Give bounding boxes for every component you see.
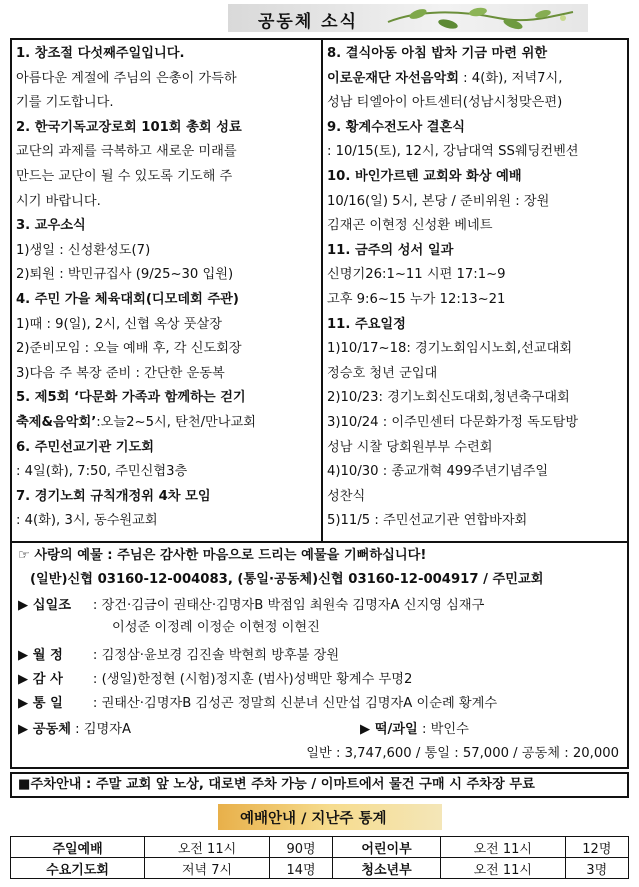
news-left-line: 아름다운 계절에 주님의 은총이 가득하 (16, 70, 237, 86)
pointing-hand-icon: ☞ (18, 548, 30, 563)
news-right-line: 10/16(일) 5시, 본당 / 준비위원 : 장원 (327, 193, 550, 209)
table-cell: 저녁 7시 (145, 858, 270, 879)
news-right-line: 성남 티엘아이 아트센터(성남시청맞은편) (327, 95, 563, 111)
news-left-line: 만드는 교단이 될 수 있도록 기도해 주 (16, 169, 233, 184)
news-right-line: 11. 금주의 성서 일과 (327, 242, 454, 258)
news-right-column (323, 40, 627, 541)
table-row (11, 837, 629, 858)
table-row (11, 858, 629, 879)
header-banner (228, 4, 588, 32)
news-right-line: 3)10/24 : 이주민센터 다문화가정 독도탐방 (327, 415, 579, 430)
parking-notice: ■주차안내 : 주말 교회 앞 노상, 대로변 주차 가능 / 이마트에서 물건 구매 시 주차장 무료 (10, 772, 629, 798)
news-right-line: 성남 시찰 당회원부부 수련회 (327, 439, 493, 455)
offering-row: ▶ 십일조 : 장건·김금이 권태산·김명자B 박점임 최원숙 김명자A 신지영 심재구 (18, 598, 485, 613)
offering-intro: ☞ 사랑의 예물 : 주님은 감사한 마음으로 드리는 예물을 기뻐하십니다! (18, 548, 427, 563)
triangle-bullet-icon: ▶ (18, 722, 33, 737)
news-left-line: 1)때 : 9(일), 2시, 신협 옥상 풋살장 (16, 316, 222, 332)
news-right-line: 5)11/5 : 주민선교기관 연합바자회 (327, 513, 528, 529)
table-cell: 오전 11시 (145, 837, 270, 858)
triangle-bullet-icon: ▶ (18, 696, 33, 711)
table-cell: 주일예배 (11, 837, 145, 858)
news-left-line: 2. 한국기독교장로회 101회 총회 성료 (16, 119, 242, 135)
news-right-line: : 10/15(토), 12시, 강남대역 SS웨딩컨벤션 (327, 144, 579, 160)
news-box (10, 38, 629, 543)
news-left-line: 6. 주민선교기관 기도회 (16, 439, 155, 455)
news-left-line: 5. 제5회 ‘다문화 가족과 함께하는 걷기 (16, 390, 246, 406)
news-right-line: 김재곤 이현정 신성환 베네트 (327, 218, 493, 234)
news-left-line: 축제&음악회’:오늘2~5시, 탄천/만나교회 (16, 415, 256, 430)
news-right-line: 9. 황계수전도사 결혼식 (327, 119, 466, 135)
news-right-line: 11. 주요일정 (327, 316, 406, 332)
news-right-line: 고후 9:6~15 누가 12:13~21 (327, 292, 506, 307)
news-right-line: 정승호 청년 군입대 (327, 365, 438, 381)
news-right-line: 1)10/17~18: 경기노회임시노회,선교대회 (327, 341, 573, 357)
news-left-line: 2)준비모임 : 오늘 예배 후, 각 신도회장 (16, 341, 242, 357)
table-cell: 90명 (269, 837, 332, 858)
triangle-bullet-icon: ▶ (360, 722, 375, 737)
triangle-bullet-icon: ▶ (18, 598, 33, 613)
table-cell: 수요기도회 (11, 858, 145, 879)
news-left-line: 2)퇴원 : 박민규집사 (9/25~30 입원) (16, 267, 234, 283)
worship-table (10, 836, 629, 879)
community-offering: ▶ 공동체 : 김명자A (18, 722, 132, 737)
table-cell: 오전 11시 (440, 837, 565, 858)
news-right-line: 이로운재단 자선음악회 : 4(화), 저녁7시, (327, 70, 563, 86)
news-right-line: 4)10/30 : 종교개혁 499주년기념주일 (327, 464, 549, 480)
news-left-line: 4. 주민 가을 체육대회(디모데회 주관) (16, 292, 239, 307)
table-cell: 14명 (269, 858, 332, 879)
triangle-bullet-icon: ▶ (18, 648, 33, 663)
news-left-line: 1)생일 : 신성환성도(7) (16, 242, 151, 258)
offering-totals: 일반 : 3,747,600 / 통일 : 57,000 / 공동체 : 20,000 (306, 746, 619, 761)
news-left-column (12, 40, 323, 541)
offering-row: ▶ 월 정 : 김정삼·윤보경 김진솔 박현희 방후불 장원 (18, 648, 340, 663)
offering-accounts: (일반)신협 03160-12-004083, (통일·공동체)신협 03160-12-004917 / 주민교회 (30, 572, 544, 587)
worship-banner (218, 804, 442, 830)
triangle-bullet-icon: ▶ (18, 672, 33, 687)
offering-row: 이성준 이정례 이정순 이현정 이현진 (112, 620, 320, 635)
news-left-line: 7. 경기노회 규칙개정위 4차 모임 (16, 488, 211, 504)
news-right-line: 성찬식 (327, 488, 366, 504)
news-left-line: 3)다음 주 복장 준비 : 간단한 운동복 (16, 365, 225, 381)
news-left-line: 1. 창조절 다섯째주일입니다. (16, 46, 185, 61)
table-cell: 오전 11시 (440, 858, 565, 879)
news-right-line: 8. 결식아동 아침 밥차 기금 마련 위한 (327, 46, 548, 61)
news-right-line: 신명기26:1~11 시편 17:1~9 (327, 267, 506, 283)
offering-section (10, 543, 629, 769)
news-right-line: 10. 바인가르텐 교회와 화상 예배 (327, 169, 522, 184)
news-left-line: 3. 교우소식 (16, 218, 86, 234)
worship-title: 예배안내 / 지난주 통계 (240, 811, 387, 827)
news-left-line: : 4(화), 3시, 동수원교회 (16, 513, 158, 529)
news-left-line: : 4일(화), 7:50, 주민신협3층 (16, 464, 188, 480)
table-cell: 청소년부 (333, 858, 441, 879)
offering-row: ▶ 감 사 : (생일)한정현 (시험)정지훈 (범사)성백만 황계수 무명2 (18, 672, 413, 687)
leaf-decoration-icon (378, 4, 578, 32)
table-cell: 어린이부 (333, 837, 441, 858)
ricecake-offering: ▶ 떡/과일 : 박인수 (360, 722, 469, 737)
page-title: 공동체 소식 (258, 12, 359, 32)
news-left-line: 교단의 과제를 극복하고 새로운 미래를 (16, 144, 237, 160)
offering-row: ▶ 통 일 : 권태산·김명자B 김성곤 정말희 신분녀 신만섭 김명자A 이순례 황계수 (18, 696, 498, 711)
table-cell: 12명 (565, 837, 628, 858)
table-cell: 3명 (565, 858, 628, 879)
news-left-line: 시기 바랍니다. (16, 193, 101, 209)
news-right-line: 2)10/23: 경기노회신도대회,청년축구대회 (327, 390, 570, 406)
news-left-line: 기를 기도합니다. (16, 95, 114, 111)
